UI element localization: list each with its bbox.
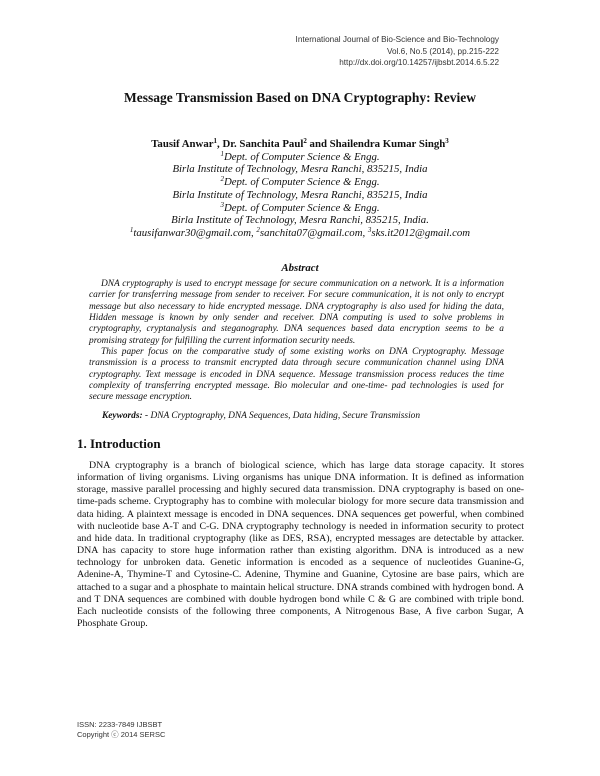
keywords-label: Keywords: - [102, 411, 149, 421]
abstract-body [89, 279, 504, 404]
affiliation-1 [0, 151, 600, 176]
page-footer [77, 720, 165, 740]
email-3[interactable]: sks.it2012@gmail.com [371, 226, 471, 239]
affiliation-dept [0, 151, 600, 164]
journal-doi[interactable]: http://dx.doi.org/10.14257/ijbsbt.2014.6.5.22 [339, 58, 499, 67]
journal-header [296, 34, 499, 69]
affiliation-sup: 2 [220, 175, 224, 184]
affiliation-3 [0, 202, 600, 227]
author-separator: and [306, 138, 330, 150]
email-1[interactable]: tausifanwar30@gmail.com, [133, 226, 257, 239]
section-heading-introduction: 1. Introduction [77, 436, 161, 451]
affiliation-dept [0, 202, 600, 215]
affiliation-dept-text: Dept. of Computer Science & Engg. [223, 150, 380, 163]
affiliation-dept-text: Dept. of Computer Science & Engg. [223, 176, 380, 189]
paper-title: Message Transmission Based on DNA Cryptography: Review [123, 90, 476, 105]
author-2-name: Dr. Sanchita Paul [222, 138, 304, 150]
abstract-paragraph: DNA cryptography is used to encrypt message for secure communication on a network. It is a information carrier for transferring message from sender to receiver. For secure communication, it is not only to encrypt message but also necessary to hide encrypted message. DNA cryptography is also used for hiding the data, Hidden message is known by only sender and receiver. DNA computing is used to solve problems in cryptography, cryptanalysis and steganography. DNA sequences based data encryption seems to be a promising strategy for fulfilling the current information security needs. [89, 279, 504, 346]
footer-copyright: Copyright ⓒ 2014 SERSC [77, 730, 166, 739]
keywords [102, 411, 420, 421]
affiliation-inst: Birla Institute of Technology, Mesra Ranchi, 835215, India [172, 188, 428, 201]
author-names [0, 138, 600, 151]
author-separator: , [217, 138, 223, 150]
affiliation-inst: Birla Institute of Technology, Mesra Ranchi, 835215, India. [171, 214, 429, 227]
email-sup: 3 [367, 225, 372, 234]
affiliation-2 [0, 176, 600, 201]
abstract-heading: Abstract [281, 262, 319, 274]
affiliation-sup: 1 [220, 149, 224, 158]
affiliation-dept [0, 176, 600, 189]
author-2-sup: 2 [303, 137, 307, 145]
email-sup: 2 [256, 225, 260, 234]
author-1-sup: 1 [213, 137, 218, 145]
email-sup: 1 [129, 225, 134, 234]
author-emails [0, 227, 600, 240]
author-block [0, 138, 600, 240]
introduction-paragraph: DNA cryptography is a branch of biological science, which has large data storage capacity. It stores information of living organisms. Living organisms has unique DNA information. It is defined as information storage, massive parallel processing and highly secured data transmission. DNA cryptography is based on one-time-pads scheme. Cryptography has to combine with molecular biology for more secure data transmission and data hiding. A plaintext message is encoded in DNA sequences. DNA sequences get powerful, when combined with nucleotide base A-T and C-G. DNA cryptography technology is needed in information security to protect and hide data. In traditional cryptography (like as DES, RSA), encrypted messages are detectable by attacker. DNA has capacity to store huge information rather than existing algorithm. DNA is introduced as a new technology for unbroken data. Genetic information is encoded as a sequence of nucleotides Guanine-G, Adenine-A, Thymine-T and Cytosine-C. Adenine, Thymine and Guanine, Cytosine are base pairs, which are attached to a sugar and a phosphate to maintain helical structure. DNA strands combined with hydrogen bond. A and T DNA sequences are combined with double hydrogen bond while C & G are combined with triple bond. Each nucleotide consists of the following three components, A Nitrogenous Base, A five carbon Sugar, A Phosphate Group. [77, 460, 524, 630]
affiliation-dept-text: Dept. of Computer Science & Engg. [223, 201, 380, 214]
email-2[interactable]: sanchita07@gmail.com, [259, 226, 368, 239]
journal-name: International Journal of Bio-Science and Bio-Technology [295, 35, 499, 44]
author-1-name: Tausif Anwar [151, 138, 214, 150]
keywords-text: DNA Cryptography, DNA Sequences, Data hiding, Secure Transmission [148, 411, 421, 421]
affiliation-sup: 3 [220, 200, 224, 209]
affiliation-inst: Birla Institute of Technology, Mesra Ranchi, 835215, India [172, 163, 428, 176]
abstract-paragraph: This paper focus on the comparative study of some existing works on DNA Cryptography. Message transmission is a process to transmit encrypted data through secure communication channel using DNA cryptography. Text message is encoded in DNA sequence. Message transmission process reduces the time complexity of transferring encrypted message. Bio molecular and one-time- pad technologies is used for secure message encryption. [89, 347, 504, 403]
introduction-body [77, 460, 524, 630]
footer-issn: ISSN: 2233-7849 IJBSBT [77, 720, 163, 729]
author-3-sup: 3 [445, 137, 449, 145]
author-3-name: Shailendra Kumar Singh [329, 138, 446, 150]
journal-volume: Vol.6, No.5 (2014), pp.215-222 [387, 46, 499, 56]
